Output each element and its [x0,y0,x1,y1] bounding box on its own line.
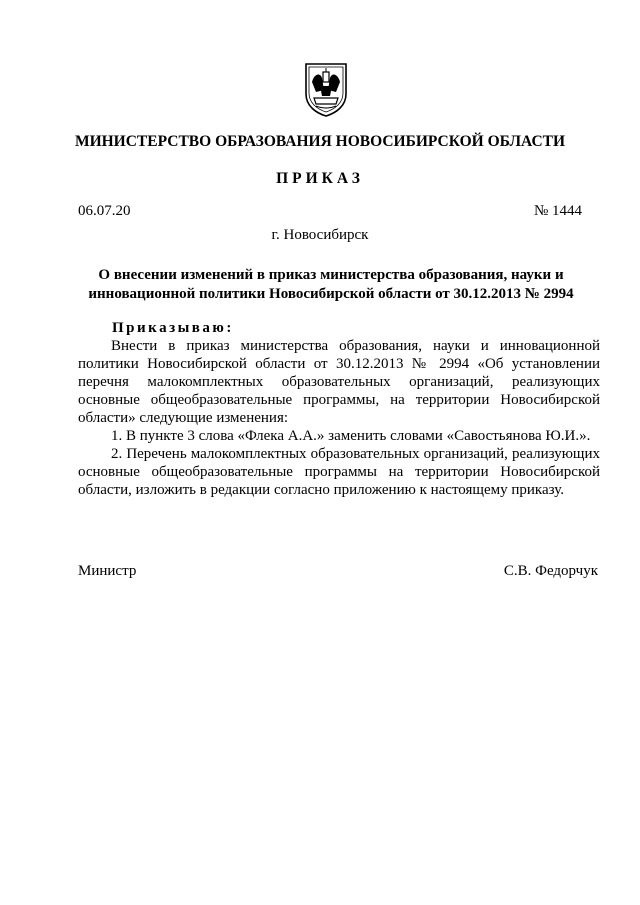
body-paragraph-2: 1. В пункте 3 слова «Флека А.А.» заменить словами «Савостьянова Ю.И.». [111,428,591,444]
body-paragraph-1: Внести в приказ министерства образования, науки и инновационной политики Новосибирской области от 30.12.2013 № 2994 «Об установлении перечня малокомплектных образовательных организаций, реализующих основные общеобразовательные программы, на территории Новосибирской области» следующие изменения: [78,338,600,426]
document-date: 06.07.20 [78,203,131,219]
document-city: г. Новосибирск [271,227,369,243]
subject-line-2: инновационной политики Новосибирской области от 30.12.2013 № 2994 [88,286,574,302]
document-subject [78,266,584,304]
ministry-heading: МИНИСТЕРСТВО ОБРАЗОВАНИЯ НОВОСИБИРСКОЙ ОБЛАСТИ [74,133,566,150]
subject-line-1: О внесении изменений в приказ министерства образования, науки и [98,267,564,283]
document-type-title: ПРИКАЗ [276,170,364,187]
document-body [78,337,600,499]
signer-role: Министр [78,563,137,579]
coat-of-arms-icon [302,60,350,118]
body-paragraph-3: 2. Перечень малокомплектных образовательных организаций, реализующих основные общеобразовательные программы на территории Новосибирской области, изложить в редакции согласно приложению к настоящему приказу. [78,446,600,498]
document-number: № 1444 [533,203,582,219]
signer-name: С.В. Федорчук [503,563,598,579]
order-word: Приказываю: [112,320,234,336]
